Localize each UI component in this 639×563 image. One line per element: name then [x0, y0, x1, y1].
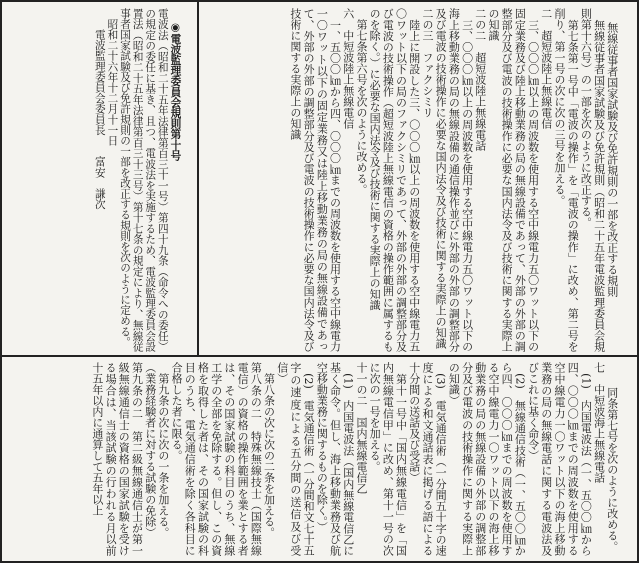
amendment-upper-body: 無線従事者国家試験及び免許規則の一部を改正する規則 無線従事者国家試験及び免許規則（昭和二十五年電波監理委員会規則第十六号）の一部を次のように改正する。 第七条第一号中「電波の操作」を「電波の操作」に改め、第二号を削り、第一号の次に次の三号を加える。 二 超短波陸上無線電信 三、〇〇〇㎞以上の周波数を使用する空中線電力五〇ワット以下の固定業務及び陸上移動業務の局の無線設備であって、外部の外部の調整部分及び電波の技術操作に必要な国内法令及び技術に関する実際上の知識 二の二 超短波陸上無線電話 三、〇〇〇㎞以上の周波数を使用する空中線電力五〇ワット以下の海上移動業務の局の無線設備の通信操作並びに外部の外部の調整部分及び電波の技術操作に必要な国内法令及び技術に関する実際上の知識 二の三 ファクシミリ 陸上に開設した三、〇〇〇㎞以上の周波数を使用する空中線電力五〇ワット以下の局のファクシミリであって、外部の外部の調整部分及び電波の技術操作（超短波陸上無線電信の資格の操作範囲に属するものを除く。）に必要な国内法令及び技術に関する実際上の知識 第七条第六号を次のように改める。 六 中短波陸上無線電信 一、五〇〇㎞から四、〇〇〇㎞までの周波数を使用する空中線電力一〇ワット以下の固定業務又は陸上移動業務の局の無線設備であって、外部の外部の調整部分及び電波の技術操作に必要な国内法令及び技術に関する実際上の知識: [288, 8, 619, 352]
amendment-text-lower: [8, 362, 632, 556]
regulation-enactment-text: 電波法（昭和二十五年法律第百三十一号）第四十九条（命令への委任）の規定の委任に基き、且つ、電波法を実施するため、電波監理委員会設置法（昭和二十五年法律第百三十三号）第十七条の規定により、無線従事者国家試験及び免許規則の一部を改正する規則を次のように定める。 昭和二十六年十二月十一日 電波監理委員会委員長 富安 謙次: [93, 8, 169, 352]
regulation-heading: ◉電波監理委員会規則第十号: [169, 21, 182, 161]
horizontal-divider: [0, 355, 639, 357]
border-top: [0, 0, 639, 2]
vertical-divider: [197, 0, 199, 356]
amendment-lower-body: 同条第七号を次のように改める。 七 中短波海上無線電話 (1) 内国電波法（一、五〇〇㎞から四、〇〇〇㎞までの周波数を使用する空中線電力一〇ワット以下の海上移動業務の局の無線電話に関する電波法及びこれに基く命令） (2) 無線通信技術（一、五〇〇㎞から四、〇〇〇㎞までの周波数を使用する空中線電力一〇ワット以下の海上移動業務の局の無線設備の外部の調整部分及び電波の技術操作に関する実際上の知識） (3) 電気通信術（一分間五十字の速度による和文通話表に掲げる語による十分間の送話及び受話） 第十一号中「国内無線電信」を「国内無線電信甲」に改め、第十一号の次に次の一号を加える。 十一の二 国内無線電信乙 (1) 内国電波法（国内無線電信乙に基く命令。但し、海上移動業務及び航空移動業務に関するものを除く。） (2) 電気通信術（一分間和文七十五字の速度による五分間の送信及び受信） 第八条の次に次の二条を加える。 第八条の二 特殊無線技士（国際無線電信）の資格の操作範囲を業とする者は、その国家試験の科目のうち、無線工学の全部を免除する。但し、この資格を取得した者は、その国家試験の科目のうち、電気通信術を除く各科目に合格した者に限る。 第九条の次に次の一条を加える。 （業務経験者に対する試験の免除） 第九条の二 第二級無線通信士が第一級無線通信士の資格の国家試験を受ける場合は、当該試験の行われる月以前十五年以内に通算して五年以上: [90, 362, 619, 556]
border-left: [0, 0, 2, 563]
regulation-announcement: [8, 8, 194, 352]
amendment-text-upper: [204, 8, 632, 352]
